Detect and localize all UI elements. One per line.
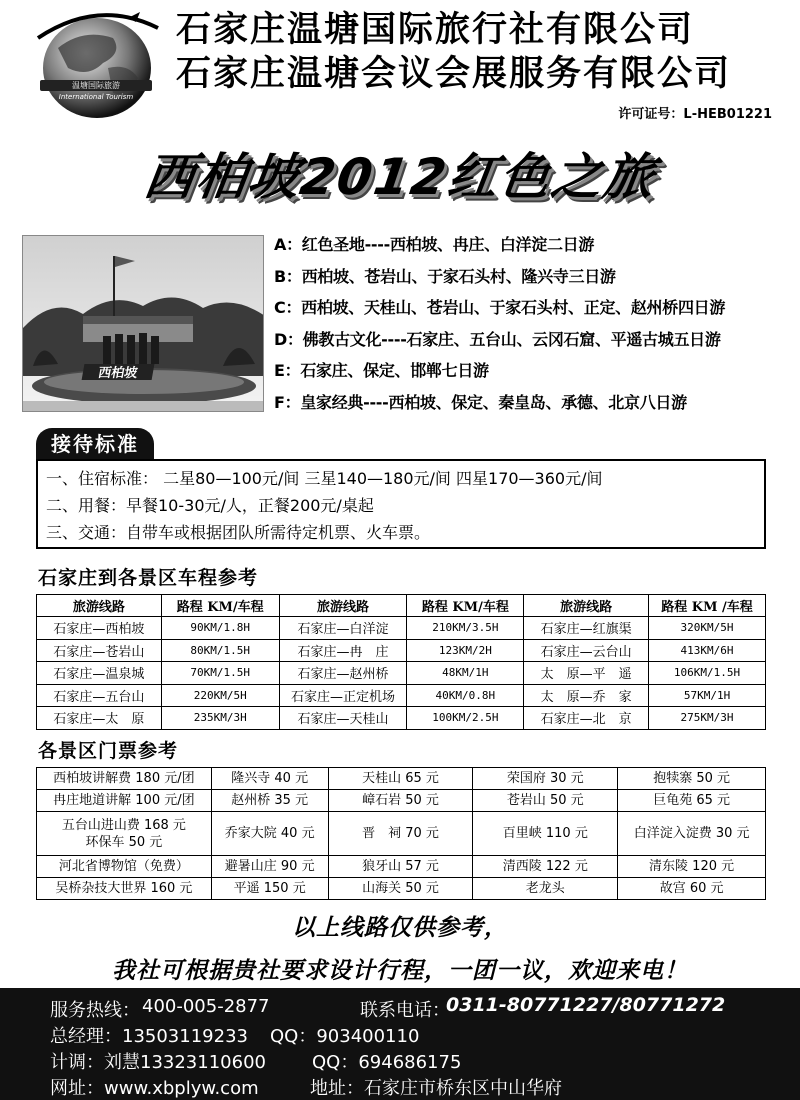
table-header-row [37,595,766,617]
header [0,0,800,140]
ticket-cell: 西柏坡讲解费 180 元/团 [37,768,212,790]
monument-sign [81,364,154,381]
route-cell: 石家庄—太 原 [37,707,162,730]
route-cell: 石家庄—赵州桥 [279,662,407,685]
distance-cell: 100KM/2.5H [407,707,524,730]
table-row [37,617,766,640]
column-header: 路程 KM /车程 [649,595,766,617]
distance-cell: 106KM/1.5H [649,662,766,685]
table-row [37,707,766,730]
distance-cell: 413KM/6H [649,639,766,662]
column-header: 路程 KM/车程 [407,595,524,617]
distance-cell: 235KM/3H [161,707,279,730]
route-cell: 石家庄—冉 庄 [279,639,407,662]
ticket-cell: 狼牙山 57 元 [328,856,473,878]
logo-caption: 温塘国际旅游 [40,80,152,91]
distance-cell: 90KM/1.8H [161,617,279,640]
ticket-cell: 避暑山庄 90 元 [211,856,328,878]
distance-cell: 320KM/5H [649,617,766,640]
hotline-number[interactable]: 400-005-2877 [142,996,270,1017]
ticket-cell-line: 环保车 50 元 [85,834,163,850]
route-cell: 石家庄—西柏坡 [37,617,162,640]
ticket-cell: 巨龟苑 65 元 [618,790,766,812]
column-header: 旅游线路 [37,595,162,617]
ticket-price-table [36,767,766,900]
column-header: 旅游线路 [279,595,407,617]
route-item-b: B：西柏坡、苍岩山、于家石头村、隆兴寺三日游 [274,266,616,286]
phone-number[interactable]: 0311-80771227/80771272 [446,994,726,1016]
table-row [37,790,766,812]
table-row [37,878,766,900]
ticket-cell: 百里峡 110 元 [473,812,618,856]
ticket-cell: 清西陵 122 元 [473,856,618,878]
route-item-c: C：西柏坡、天桂山、苍岩山、于家石头村、正定、赵州桥四日游 [274,298,726,317]
ticket-cell: 乔家大院 40 元 [211,812,328,856]
reception-standards-header: 接待标准 [36,428,154,460]
distance-cell: 70KM/1.5H [161,662,279,685]
hotline-label: 服务热线： [50,1000,140,1021]
distance-cell: 275KM/3H [649,707,766,730]
xibaipo-monument-photo [22,235,264,412]
table-row [37,639,766,662]
standard-accommodation: 一、住宿标准： 二星80—100元/间 三星140—180元/间 四星170—360元/间 [46,469,603,488]
distance-cell: 123KM/2H [407,639,524,662]
page-title: 西柏坡2012红色之旅 [140,148,660,206]
distance-cell: 48KM/1H [407,662,524,685]
route-item-a: A：红色圣地----西柏坡、冉庄、白洋淀二日游 [274,235,595,254]
distance-cell: 80KM/1.5H [161,639,279,662]
ticket-cell: 老龙头 [473,878,618,900]
ticket-cell: 故宫 60 元 [618,878,766,900]
route-item-f: F：皇家经典----西柏坡、保定、秦皇岛、承德、北京八日游 [274,392,687,412]
globe-logo-icon [28,8,166,120]
route-list [274,229,794,418]
ticket-cell: 天桂山 65 元 [328,768,473,790]
drive-section-title: 石家庄到各景区车程参考 [38,567,259,589]
route-cell: 石家庄—苍岩山 [37,639,162,662]
ticket-cell: 隆兴寺 40 元 [211,768,328,790]
standard-meals: 二、用餐：早餐10-30元/人，正餐200元/桌起 [46,496,374,515]
ticket-cell: 晋 祠 70 元 [328,812,473,856]
ticket-cell-wutaishan [37,812,212,856]
ticket-cell: 抱犊寨 50 元 [618,768,766,790]
planner-qq: QQ：694686175 [312,1052,462,1073]
ticket-cell: 苍岩山 50 元 [473,790,618,812]
route-cell: 石家庄—温泉城 [37,662,162,685]
table-row [37,856,766,878]
address: 地址：石家庄市桥东区中山华府 [310,1078,562,1099]
sign-text: 西柏坡 [96,366,139,381]
ticket-section-title: 各景区门票参考 [38,740,179,762]
route-cell: 石家庄—白洋淀 [279,617,407,640]
standard-transport: 三、交通：自带车或根据团队所需待定机票、火车票。 [46,523,431,542]
contact-footer [0,988,800,1100]
ticket-cell-line: 五台山进山费 168 元 [61,817,186,833]
route-cell: 太 原—平 遥 [524,662,649,685]
distance-cell: 57KM/1H [649,684,766,707]
ticket-cell: 赵州桥 35 元 [211,790,328,812]
route-cell: 石家庄—天桂山 [279,707,407,730]
ticket-cell: 山海关 50 元 [328,878,473,900]
ticket-cell: 冉庄地道讲解 100 元/团 [37,790,212,812]
route-cell: 石家庄—正定机场 [279,684,407,707]
route-cell: 石家庄—红旗渠 [524,617,649,640]
route-cell: 石家庄—云台山 [524,639,649,662]
ticket-cell: 河北省博物馆（免费） [37,856,212,878]
ticket-cell: 清东陵 120 元 [618,856,766,878]
column-header: 路程 KM/车程 [161,595,279,617]
route-cell: 太 原—乔 家 [524,684,649,707]
table-row [37,684,766,707]
logo-caption-english: International Tourism [58,93,134,101]
distance-cell: 40KM/0.8H [407,684,524,707]
slogan-line-2: 我社可根据贵社要求设计行程，一团一议，欢迎来电！ [112,958,688,984]
license-number: 许可证号：L-HEB01221 [618,107,772,122]
route-cell: 石家庄—北 京 [524,707,649,730]
table-row [37,662,766,685]
planner-contact: 计调：刘慧13323110600 [50,1052,266,1073]
phone-label: 联系电话： [360,1000,450,1021]
monument-photo-illustration [23,236,264,412]
company-name-convention: 石家庄温塘会议会展服务有限公司 [176,54,732,94]
route-item-d: D：佛教古文化----石家庄、五台山、云冈石窟、平遥古城五日游 [274,329,721,349]
ticket-cell: 白洋淀入淀费 30 元 [618,812,766,856]
reception-standards-box [36,459,766,549]
route-cell: 石家庄—五台山 [37,684,162,707]
distance-cell: 220KM/5H [161,684,279,707]
table-row [37,812,766,856]
company-name-travel: 石家庄温塘国际旅行社有限公司 [176,10,695,50]
manager-qq: QQ：903400110 [270,1026,420,1047]
slogan-line-1: 以上线路仅供参考， [292,915,508,941]
drive-distance-table [36,594,766,730]
ticket-cell: 吴桥杂技大世界 160 元 [37,878,212,900]
ticket-cell: 荣国府 30 元 [473,768,618,790]
table-row [37,768,766,790]
route-item-e: E：石家庄、保定、邯郸七日游 [274,361,489,380]
column-header: 旅游线路 [524,595,649,617]
ticket-cell: 嶂石岩 50 元 [328,790,473,812]
ticket-cell: 平遥 150 元 [211,878,328,900]
website-link[interactable]: 网址：www.xbplyw.com [50,1078,259,1099]
distance-cell: 210KM/3.5H [407,617,524,640]
manager-contact: 总经理：13503119233 [50,1026,248,1047]
